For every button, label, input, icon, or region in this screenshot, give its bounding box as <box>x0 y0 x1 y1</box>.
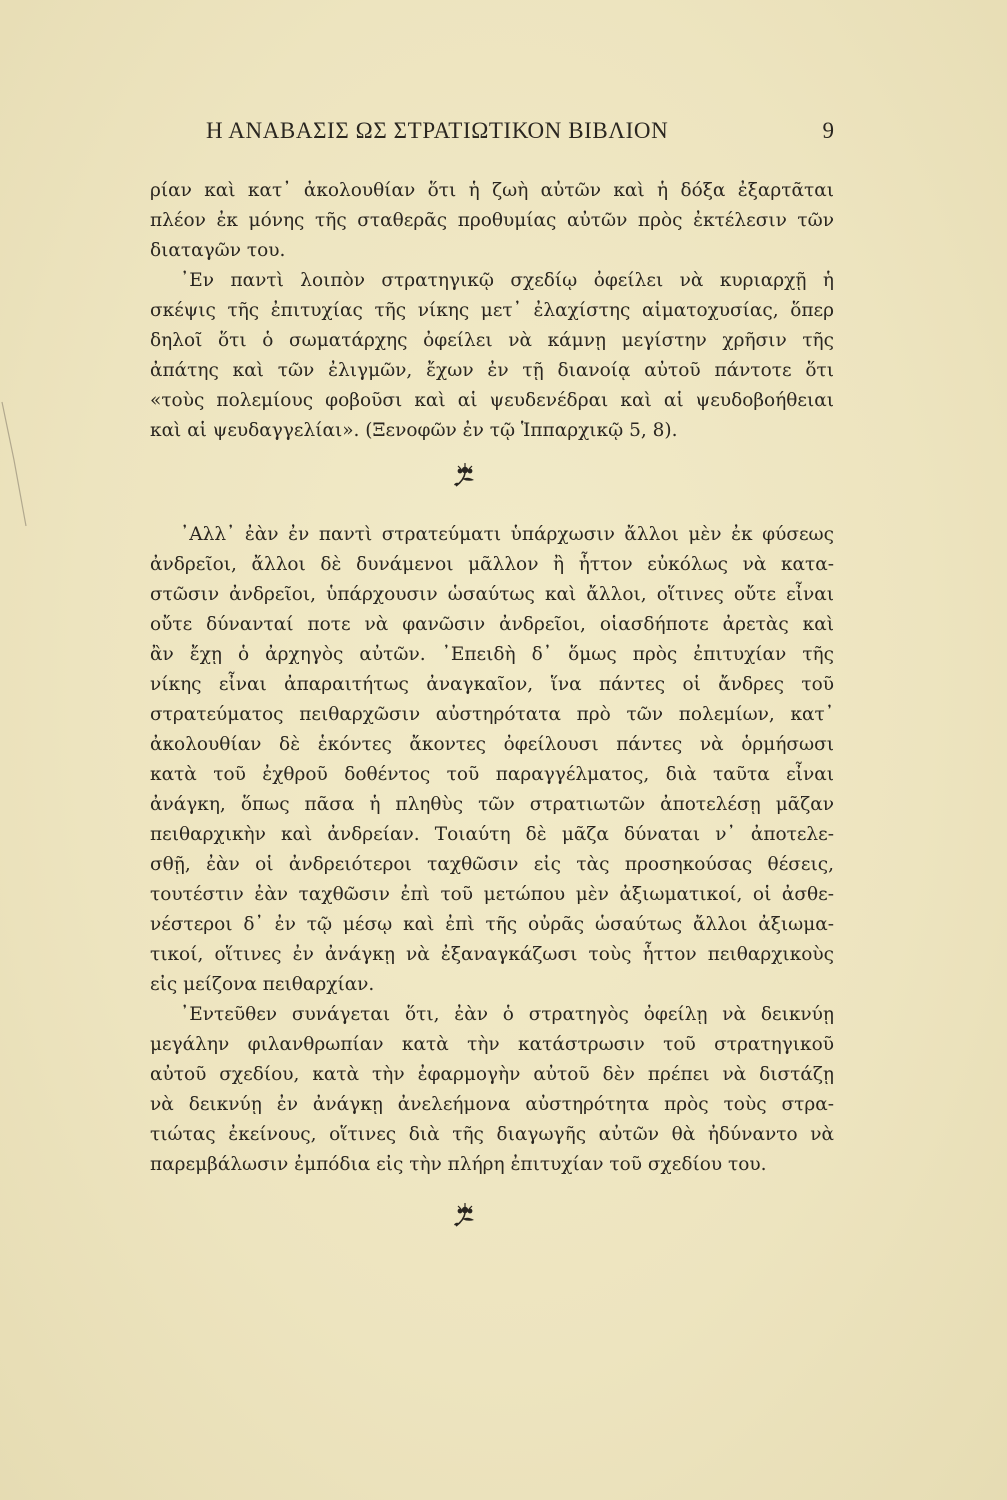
text-line: νίκης εἶναι ἀπαραιτήτως ἀναγκαῖον, ἵνα πάντες οἱ ἄνδρες τοῦ <box>150 674 834 695</box>
text-line: αὐτοῦ σχεδίου, κατὰ τὴν ἐφαρμογὴν αὐτοῦ δὲν πρέπει νὰ διστάζῃ <box>150 1064 834 1085</box>
flower-ornament-icon <box>452 462 478 490</box>
text-line: κατὰ τοῦ ἐχθροῦ δοθέντος τοῦ παραγγέλματος, διὰ ταῦτα εἶναι <box>150 764 834 785</box>
text-line: ἀνάγκη, ὅπως πᾶσα ἡ πληθὺς τῶν στρατιωτῶν ἀποτελέσῃ μᾶζαν <box>150 794 834 815</box>
running-head <box>150 118 834 150</box>
text-line: ἂν ἔχῃ ὁ ἀρχηγὸς αὐτῶν. ᾿Επειδὴ δ᾽ ὅμως πρὸς ἐπιτυχίαν τῆς <box>150 644 834 665</box>
text-line: «τοὺς πολεμίους φοβοῦσι καὶ αἱ ψευδενέδραι καὶ αἱ ψευδοβοήθειαι <box>150 390 834 411</box>
section-ornament <box>150 462 834 492</box>
paragraph-1 <box>150 176 834 266</box>
text-line: οὔτε δύνανταί ποτε νὰ φανῶσιν ἀνδρεῖοι, οἱασδήποτε ἀρετὰς καὶ <box>150 614 834 635</box>
text-line: τιώτας ἐκείνους, οἵτινες διὰ τῆς διαγωγῆς αὐτῶν θὰ ἠδύναντο νὰ <box>150 1124 834 1145</box>
text-line: στρατεύματος πειθαρχῶσιν αὐστηρότατα πρὸ τῶν πολεμίων, κατ᾽ <box>150 704 834 725</box>
text-line: τουτέστιν ἐὰν ταχθῶσιν ἐπὶ τοῦ μετώπου μὲν ἀξιωματικοί, οἱ ἀσθε- <box>150 884 834 905</box>
text-line: ᾿Εντεῦθεν συνάγεται ὅτι, ἐὰν ὁ στρατηγὸς ὀφείλῃ νὰ δεικνύῃ <box>180 1004 834 1025</box>
text-line: μεγάλην φιλανθρωπίαν κατὰ τὴν κατάστρωσιν τοῦ στρατηγικοῦ <box>150 1034 834 1055</box>
body-text <box>150 176 834 1232</box>
paragraph-4 <box>150 1000 834 1180</box>
section-ornament <box>150 1202 834 1232</box>
text-line: τικοί, οἵτινες ἐν ἀνάγκῃ νὰ ἐξαναγκάζωσι τοὺς ἧττον πειθαρχικοὺς <box>150 944 834 965</box>
flower-ornament-icon <box>452 1202 478 1230</box>
text-line: ἀπάτης καὶ τῶν ἐλιγμῶν, ἔχων ἐν τῇ διανοίᾳ αὐτοῦ πάντοτε ὅτι <box>150 360 834 381</box>
text-line: καὶ αἱ ψευδαγγελίαι». (Ξενοφῶν ἐν τῷ Ἱππαρχικῷ 5, 8). <box>150 420 678 441</box>
running-title: Η ΑΝΑΒΑΣΙΣ ΩΣ ΣΤΡΑΤΙΩΤΙΚΟΝ ΒΙΒΛΙΟΝ <box>206 118 669 143</box>
page-number: 9 <box>822 118 834 143</box>
text-line: σκέψις τῆς ἐπιτυχίας τῆς νίκης μετ᾽ ἐλαχίστης αἱματοχυσίας, ὅπερ <box>150 300 834 321</box>
text-line: ἀνδρεῖοι, ἄλλοι δὲ δυνάμενοι μᾶλλον ἢ ἧττον εὐκόλως νὰ κατα- <box>150 554 834 575</box>
text-line: ἀκολουθίαν δὲ ἑκόντες ἄκοντες ὀφείλουσι πάντες νὰ ὁρμήσωσι <box>150 734 834 755</box>
paragraph-2 <box>150 266 834 446</box>
text-line: πειθαρχικὴν καὶ ἀνδρείαν. Τοιαύτη δὲ μᾶζα δύναται ν᾽ ἀποτελε- <box>150 824 834 845</box>
text-line: πλέον ἐκ μόνης τῆς σταθερᾶς προθυμίας αὐτῶν πρὸς ἐκτέλεσιν τῶν <box>150 210 834 231</box>
text-line: παρεμβάλωσιν ἐμπόδια εἰς τὴν πλήρη ἐπιτυχίαν τοῦ σχεδίου του. <box>150 1154 767 1175</box>
text-line: σθῇ, ἐὰν οἱ ἀνδρειότεροι ταχθῶσιν εἰς τὰς προσηκούσας θέσεις, <box>150 854 834 875</box>
paragraph-3 <box>150 520 834 1000</box>
margin-pencil-mark <box>0 400 40 530</box>
text-line: ρίαν καὶ κατ᾽ ἀκολουθίαν ὅτι ἡ ζωὴ αὐτῶν καὶ ἡ δόξα ἐξαρτᾶται <box>150 180 834 201</box>
text-line: νέστεροι δ᾽ ἐν τῷ μέσῳ καὶ ἐπὶ τῆς οὐρᾶς ὡσαύτως ἄλλοι ἀξιωμα- <box>150 914 834 935</box>
text-line: εἰς μείζονα πειθαρχίαν. <box>150 974 375 995</box>
text-line: ᾿Εν παντὶ λοιπὸν στρατηγικῷ σχεδίῳ ὀφείλει νὰ κυριαρχῇ ἡ <box>180 270 834 291</box>
text-line: ᾿Αλλ᾽ ἐὰν ἐν παντὶ στρατεύματι ὑπάρχωσιν ἄλλοι μὲν ἐκ φύσεως <box>180 524 834 545</box>
text-line: διαταγῶν του. <box>150 240 286 261</box>
text-line: νὰ δεικνύῃ ἐν ἀνάγκῃ ἀνελεήμονα αὐστηρότητα πρὸς τοὺς στρα- <box>150 1094 834 1115</box>
text-line: δηλοῖ ὅτι ὁ σωματάρχης ὀφείλει νὰ κάμνῃ μεγίστην χρῆσιν τῆς <box>150 330 834 351</box>
text-line: στῶσιν ἀνδρεῖοι, ὑπάρχουσιν ὡσαύτως καὶ ἄλλοι, οἵτινες οὔτε εἶναι <box>150 584 834 605</box>
